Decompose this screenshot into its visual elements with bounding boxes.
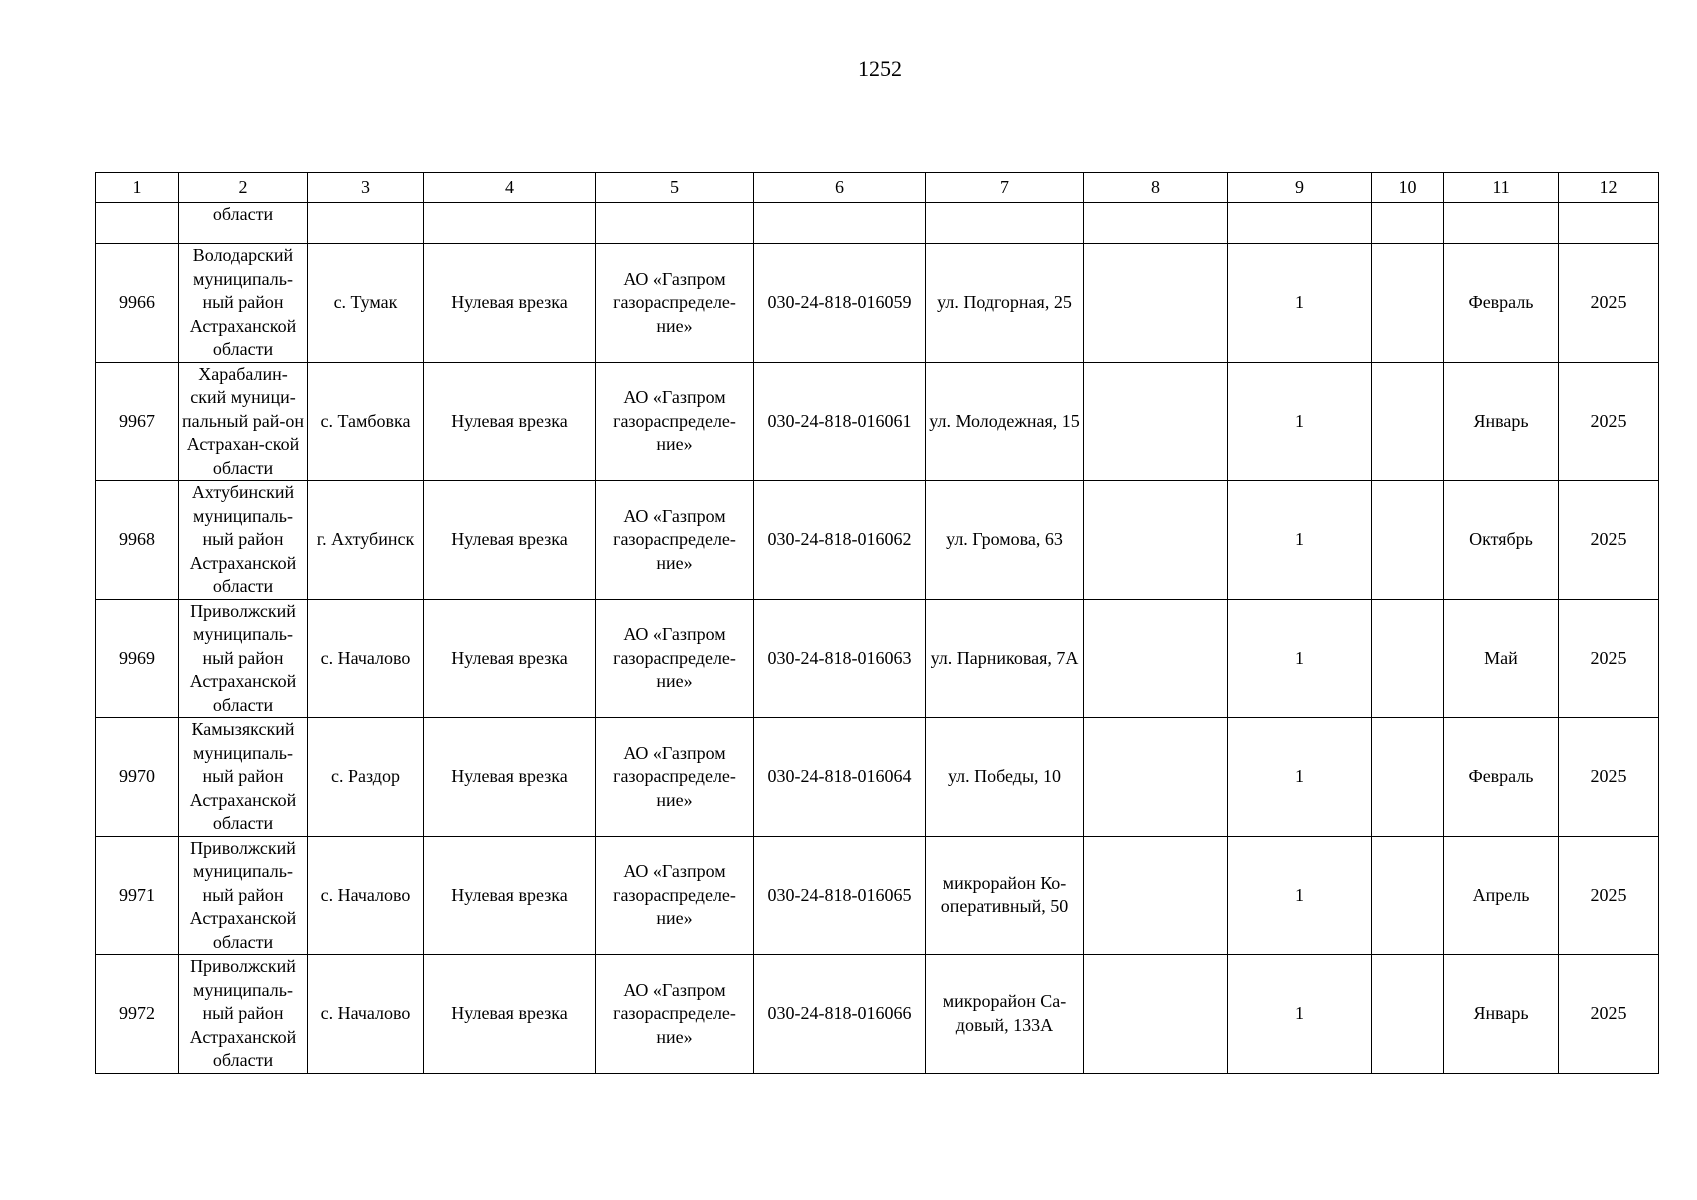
organization-cell: АО «Газпром газораспределе-ние»: [596, 836, 754, 955]
table-body: [96, 203, 1659, 1074]
object-code-cell: 030-24-818-016065: [754, 836, 926, 955]
month-cell: Февраль: [1444, 718, 1559, 837]
work-type-cell: Нулевая врезка: [424, 718, 596, 837]
column-header: 3: [308, 173, 424, 203]
year-cell: 2025: [1559, 836, 1659, 955]
table-row: [96, 955, 1659, 1074]
year-cell: 2025: [1559, 244, 1659, 363]
column-header: 9: [1228, 173, 1372, 203]
row-number-cell: 9969: [96, 599, 179, 718]
district-cell: Приволжский муниципаль-ный район Астраханской области: [179, 599, 308, 718]
table-row: [96, 836, 1659, 955]
district-cell: Ахтубинский муниципаль-ный район Астраханской области: [179, 481, 308, 600]
object-code-cell: 030-24-818-016062: [754, 481, 926, 600]
table-cell: [1444, 203, 1559, 244]
column-header: 8: [1084, 173, 1228, 203]
column-number-row: [96, 173, 1659, 203]
organization-cell: АО «Газпром газораспределе-ние»: [596, 244, 754, 363]
work-type-cell: Нулевая врезка: [424, 362, 596, 481]
organization-cell: АО «Газпром газораспределе-ние»: [596, 718, 754, 837]
district-cell: Харабалин-ский муници-пальный рай-он Астрахан-ской области: [179, 362, 308, 481]
district-cell: Камызякский муниципаль-ный район Астраханской области: [179, 718, 308, 837]
column-header: 4: [424, 173, 596, 203]
column-10-cell: [1372, 955, 1444, 1074]
column-header: 7: [926, 173, 1084, 203]
table-cell: [308, 203, 424, 244]
object-code-cell: 030-24-818-016059: [754, 244, 926, 363]
table-row: [96, 599, 1659, 718]
settlement-cell: с. Тамбовка: [308, 362, 424, 481]
data-table: [95, 172, 1659, 1074]
work-type-cell: Нулевая врезка: [424, 836, 596, 955]
column-10-cell: [1372, 599, 1444, 718]
column-8-cell: [1084, 362, 1228, 481]
object-code-cell: 030-24-818-016061: [754, 362, 926, 481]
column-header: 10: [1372, 173, 1444, 203]
table-row: [96, 244, 1659, 363]
quantity-cell: 1: [1228, 481, 1372, 600]
table-row: [96, 718, 1659, 837]
row-number-cell: 9966: [96, 244, 179, 363]
year-cell: 2025: [1559, 362, 1659, 481]
column-8-cell: [1084, 599, 1228, 718]
address-cell: ул. Громова, 63: [926, 481, 1084, 600]
month-cell: Февраль: [1444, 244, 1559, 363]
table-cell: [926, 203, 1084, 244]
quantity-cell: 1: [1228, 599, 1372, 718]
row-number-cell: 9970: [96, 718, 179, 837]
quantity-cell: 1: [1228, 836, 1372, 955]
column-8-cell: [1084, 244, 1228, 363]
organization-cell: АО «Газпром газораспределе-ние»: [596, 955, 754, 1074]
column-8-cell: [1084, 481, 1228, 600]
year-cell: 2025: [1559, 718, 1659, 837]
month-cell: Май: [1444, 599, 1559, 718]
settlement-cell: с. Началово: [308, 955, 424, 1074]
column-8-cell: [1084, 718, 1228, 837]
quantity-cell: 1: [1228, 362, 1372, 481]
table-cell: [754, 203, 926, 244]
column-10-cell: [1372, 718, 1444, 837]
column-header: 12: [1559, 173, 1659, 203]
district-cell: Приволжский муниципаль-ный район Астраханской области: [179, 955, 308, 1074]
month-cell: Январь: [1444, 955, 1559, 1074]
column-8-cell: [1084, 955, 1228, 1074]
table-cell: [96, 203, 179, 244]
quantity-cell: 1: [1228, 955, 1372, 1074]
table-cell: [1228, 203, 1372, 244]
continuation-row: [96, 203, 1659, 244]
address-cell: ул. Победы, 10: [926, 718, 1084, 837]
page-number: 1252: [858, 56, 902, 81]
column-header: 1: [96, 173, 179, 203]
column-header: 6: [754, 173, 926, 203]
table-row: [96, 362, 1659, 481]
row-number-cell: 9971: [96, 836, 179, 955]
object-code-cell: 030-24-818-016066: [754, 955, 926, 1074]
year-cell: 2025: [1559, 599, 1659, 718]
table-cell: [1559, 203, 1659, 244]
month-cell: Апрель: [1444, 836, 1559, 955]
month-cell: Январь: [1444, 362, 1559, 481]
settlement-cell: с. Началово: [308, 836, 424, 955]
settlement-cell: г. Ахтубинск: [308, 481, 424, 600]
quantity-cell: 1: [1228, 718, 1372, 837]
month-cell: Октябрь: [1444, 481, 1559, 600]
table-cell: [424, 203, 596, 244]
column-10-cell: [1372, 362, 1444, 481]
address-cell: ул. Молодежная, 15: [926, 362, 1084, 481]
organization-cell: АО «Газпром газораспределе-ние»: [596, 599, 754, 718]
quantity-cell: 1: [1228, 244, 1372, 363]
column-8-cell: [1084, 836, 1228, 955]
table-cell: [596, 203, 754, 244]
year-cell: 2025: [1559, 955, 1659, 1074]
work-type-cell: Нулевая врезка: [424, 599, 596, 718]
organization-cell: АО «Газпром газораспределе-ние»: [596, 481, 754, 600]
column-header: 5: [596, 173, 754, 203]
column-10-cell: [1372, 481, 1444, 600]
district-cell: Приволжский муниципаль-ный район Астраханской области: [179, 836, 308, 955]
work-type-cell: Нулевая врезка: [424, 481, 596, 600]
table-header: [96, 173, 1659, 203]
settlement-cell: с. Тумак: [308, 244, 424, 363]
object-code-cell: 030-24-818-016063: [754, 599, 926, 718]
row-number-cell: 9967: [96, 362, 179, 481]
address-cell: микрорайон Са-довый, 133А: [926, 955, 1084, 1074]
column-header: 2: [179, 173, 308, 203]
object-code-cell: 030-24-818-016064: [754, 718, 926, 837]
district-cell: Володарский муниципаль-ный район Астраханской области: [179, 244, 308, 363]
district-cell: области: [179, 203, 308, 244]
table-cell: [1372, 203, 1444, 244]
column-10-cell: [1372, 244, 1444, 363]
table-row: [96, 481, 1659, 600]
address-cell: ул. Подгорная, 25: [926, 244, 1084, 363]
address-cell: ул. Парниковая, 7А: [926, 599, 1084, 718]
settlement-cell: с. Началово: [308, 599, 424, 718]
year-cell: 2025: [1559, 481, 1659, 600]
row-number-cell: 9972: [96, 955, 179, 1074]
row-number-cell: 9968: [96, 481, 179, 600]
settlement-cell: с. Раздор: [308, 718, 424, 837]
column-header: 11: [1444, 173, 1559, 203]
address-cell: микрорайон Ко-оперативный, 50: [926, 836, 1084, 955]
organization-cell: АО «Газпром газораспределе-ние»: [596, 362, 754, 481]
table-cell: [1084, 203, 1228, 244]
work-type-cell: Нулевая врезка: [424, 955, 596, 1074]
column-10-cell: [1372, 836, 1444, 955]
work-type-cell: Нулевая врезка: [424, 244, 596, 363]
